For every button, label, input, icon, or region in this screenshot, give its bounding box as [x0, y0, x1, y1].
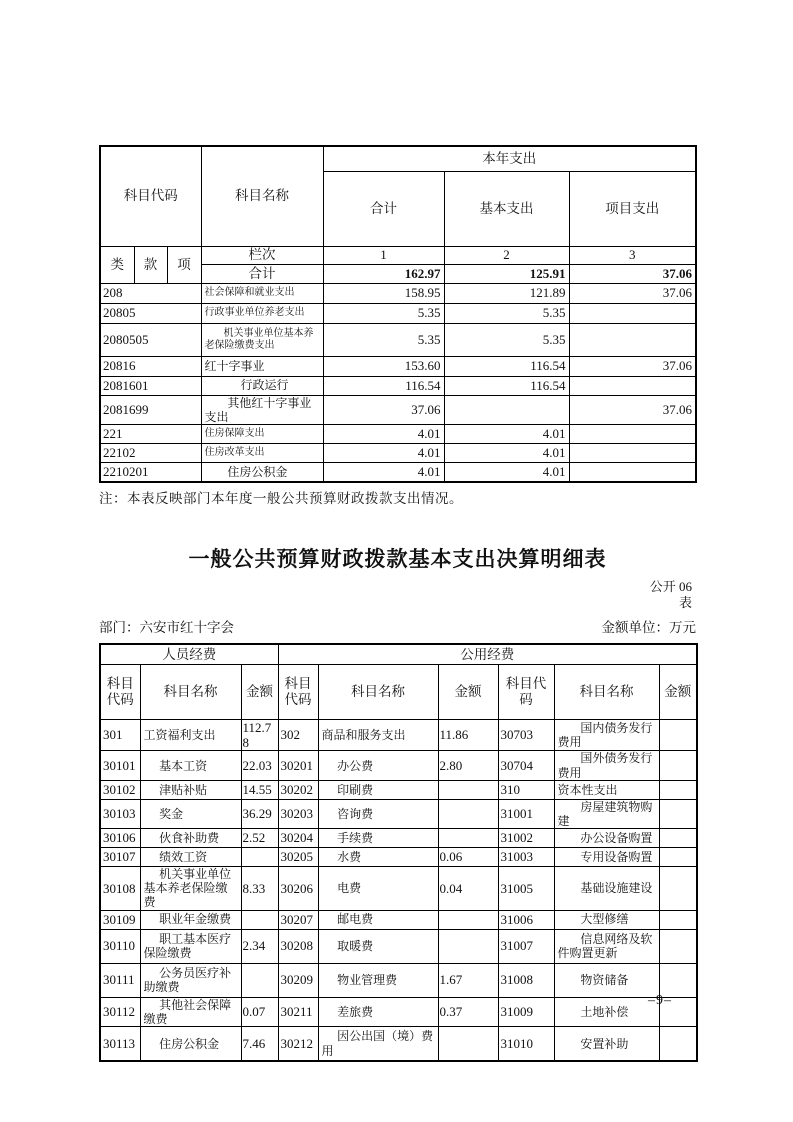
cell-amount [659, 929, 697, 963]
cell-name: 办公费 [318, 751, 438, 780]
cell-name: 房屋建筑物购建 [554, 799, 659, 828]
cell-name: 国内债务发行费用 [554, 719, 659, 751]
cell-amount: 11.86 [438, 719, 498, 751]
cell-basic: 4.01 [444, 462, 569, 482]
cell-name: 住房保障支出 [201, 424, 323, 443]
cell-name: 国外债务发行费用 [554, 751, 659, 780]
cell-code: 30209 [278, 963, 318, 997]
table-row [100, 829, 697, 848]
cell-amount: 7.46 [241, 1026, 278, 1061]
cell-amount [438, 780, 498, 799]
cell-project [569, 462, 696, 482]
cell-total: 4.01 [323, 424, 444, 443]
table-row [100, 799, 697, 828]
budget-expenditure-table [99, 145, 697, 483]
cell-code: 30102 [100, 780, 140, 799]
cell-total: 4.01 [323, 462, 444, 482]
header-subject-name: 科目名称 [201, 146, 323, 246]
cell-total: 153.60 [323, 356, 444, 376]
cell-name: 工资福利支出 [140, 719, 241, 751]
cell-name: 行政运行 [201, 376, 323, 395]
header-subject-code: 科目代码 [100, 146, 201, 246]
cell-name: 基本工资 [140, 751, 241, 780]
cell-name: 其他红十字事业支出 [201, 395, 323, 424]
table-meta [99, 616, 696, 636]
cell-code: 20816 [100, 356, 201, 376]
cell-name: 奖金 [140, 799, 241, 828]
header-subject-name: 科目名称 [318, 664, 438, 719]
header-subject-name: 科目名称 [554, 664, 659, 719]
cell-code: 30703 [498, 719, 554, 751]
cell-project [569, 303, 696, 323]
cell-basic: 116.54 [444, 356, 569, 376]
cell-code: 31008 [498, 963, 554, 997]
header-amount: 金额 [438, 664, 498, 719]
cell-name: 大型修缮 [554, 910, 659, 929]
cell-code: 31006 [498, 910, 554, 929]
cell-amount: 2.80 [438, 751, 498, 780]
cell-name: 资本性支出 [554, 780, 659, 799]
cell-code: 22102 [100, 443, 201, 462]
cell-amount [659, 719, 697, 751]
cell-amount [659, 963, 697, 997]
cell-amount: 1.67 [438, 963, 498, 997]
cell-amount [659, 867, 697, 910]
cell-name: 商品和服务支出 [318, 719, 438, 751]
cell-name: 伙食补助费 [140, 829, 241, 848]
cell-amount: 2.52 [241, 829, 278, 848]
cell-code: 30107 [100, 848, 140, 867]
cell-code: 30204 [278, 829, 318, 848]
rank-col-2: 2 [444, 246, 569, 264]
cell-name: 物业管理费 [318, 963, 438, 997]
cell-code: 30103 [100, 799, 140, 828]
table-row [100, 1026, 697, 1061]
cell-code: 20805 [100, 303, 201, 323]
cell-project [569, 424, 696, 443]
cell-total: 4.01 [323, 443, 444, 462]
cell-amount [659, 910, 697, 929]
group-header-row [100, 644, 697, 664]
cell-code: 30106 [100, 829, 140, 848]
cell-name: 水费 [318, 848, 438, 867]
table-note: 注：本表反映部门本年度一般公共预算财政拨款支出情况。 [99, 491, 463, 507]
cell-amount [659, 751, 697, 780]
cell-amount [659, 848, 697, 867]
table-row [100, 146, 696, 171]
cell-amount [438, 829, 498, 848]
header-current-year-expenditure: 本年支出 [323, 146, 696, 171]
cell-amount [241, 963, 278, 997]
group-public-funds: 公用经费 [278, 644, 697, 664]
cell-total: 5.35 [323, 323, 444, 356]
page-title: 一般公共预算财政拨款基本支出决算明细表 [188, 548, 607, 572]
table-row [100, 780, 697, 799]
cell-amount: 112.78 [241, 719, 278, 751]
cell-code: 30108 [100, 867, 140, 910]
rank-col-1: 1 [323, 246, 444, 264]
table-row [100, 376, 696, 395]
header-project-expenditure: 项目支出 [569, 171, 696, 246]
cell-code: 301 [100, 719, 140, 751]
table-row [100, 424, 696, 443]
cell-amount [659, 799, 697, 828]
table-row [100, 848, 697, 867]
table-row [100, 303, 696, 323]
table-row [100, 395, 696, 424]
cell-amount [241, 848, 278, 867]
rank-col-3: 3 [569, 246, 696, 264]
cell-code: 30101 [100, 751, 140, 780]
group-personnel-funds: 人员经费 [100, 644, 278, 664]
cell-name: 取暖费 [318, 929, 438, 963]
header-subject-code: 科目代码 [278, 664, 318, 719]
cell-code: 310 [498, 780, 554, 799]
cell-name: 差旅费 [318, 997, 438, 1026]
cell-name: 专用设备购置 [554, 848, 659, 867]
header-amount: 金额 [241, 664, 278, 719]
cell-code: 2081699 [100, 395, 201, 424]
cell-name: 职业年金缴费 [140, 910, 241, 929]
cell-code: 31010 [498, 1026, 554, 1061]
cell-project [569, 376, 696, 395]
cell-name: 其他社会保障缴费 [140, 997, 241, 1026]
table-row [100, 997, 697, 1026]
cell-total: 116.54 [323, 376, 444, 395]
column-header-row [100, 664, 697, 719]
cell-name: 津贴补贴 [140, 780, 241, 799]
cell-code: 2080505 [100, 323, 201, 356]
cell-amount: 0.04 [438, 867, 498, 910]
cell-amount: 2.34 [241, 929, 278, 963]
document-code [99, 579, 696, 611]
cell-code: 208 [100, 283, 201, 303]
cell-project: 37.06 [569, 283, 696, 303]
cell-name: 红十字事业 [201, 356, 323, 376]
table-row [100, 963, 697, 997]
header-subject-code: 科目代码 [100, 664, 140, 719]
header-basic-expenditure: 基本支出 [444, 171, 569, 246]
cell-amount: 0.06 [438, 848, 498, 867]
cell-amount [659, 1026, 697, 1061]
page-content [99, 145, 696, 1062]
cell-amount: 0.07 [241, 997, 278, 1026]
cell-code: 30113 [100, 1026, 140, 1061]
cell-name: 因公出国（境）费用 [318, 1026, 438, 1061]
cell-amount [438, 929, 498, 963]
cell-name: 办公设备购置 [554, 829, 659, 848]
cell-name: 咨询费 [318, 799, 438, 828]
cell-code: 30203 [278, 799, 318, 828]
cell-name: 安置补助 [554, 1026, 659, 1061]
cell-project: 37.06 [569, 356, 696, 376]
cell-amount: 8.33 [241, 867, 278, 910]
unit-label: 金额单位：万元 [601, 620, 696, 636]
page-number: –9– [648, 993, 672, 1008]
cell-code: 30109 [100, 910, 140, 929]
header-item: 项 [167, 246, 201, 283]
cell-name: 电费 [318, 867, 438, 910]
cell-name: 土地补偿 [554, 997, 659, 1026]
cell-name: 手续费 [318, 829, 438, 848]
cell-code: 31002 [498, 829, 554, 848]
cell-amount [241, 910, 278, 929]
header-subject-code: 科目代码 [498, 664, 554, 719]
cell-name: 住房改革支出 [201, 443, 323, 462]
cell-basic: 5.35 [444, 303, 569, 323]
cell-code: 30110 [100, 929, 140, 963]
table-row [100, 356, 696, 376]
document-code-line2: 表 [678, 595, 692, 611]
header-amount: 金额 [659, 664, 697, 719]
cell-code: 30704 [498, 751, 554, 780]
table-row [100, 751, 697, 780]
table-row [100, 719, 697, 751]
cell-amount [438, 1026, 498, 1061]
cell-project [569, 443, 696, 462]
table-row [100, 443, 696, 462]
cell-code: 30205 [278, 848, 318, 867]
cell-name: 职工基本医疗保险缴费 [140, 929, 241, 963]
cell-name: 住房公积金 [140, 1026, 241, 1061]
table-row [100, 867, 697, 910]
cell-code: 2081601 [100, 376, 201, 395]
header-rank-label: 栏次 [201, 246, 323, 264]
cell-name: 住房公积金 [201, 462, 323, 482]
table-row [100, 929, 697, 963]
header-subject-name: 科目名称 [140, 664, 241, 719]
cell-code: 31005 [498, 867, 554, 910]
basic-expenditure-detail-table [99, 643, 698, 1062]
table-row [100, 462, 696, 482]
cell-basic: 5.35 [444, 323, 569, 356]
cell-code: 31003 [498, 848, 554, 867]
cell-amount [659, 780, 697, 799]
cell-code: 30112 [100, 997, 140, 1026]
cell-code: 30211 [278, 997, 318, 1026]
total-row-project: 37.06 [569, 264, 696, 283]
cell-total: 37.06 [323, 395, 444, 424]
table-row [100, 283, 696, 303]
cell-project: 37.06 [569, 395, 696, 424]
cell-name: 绩效工资 [140, 848, 241, 867]
cell-name: 邮电费 [318, 910, 438, 929]
cell-amount: 22.03 [241, 751, 278, 780]
header-clause: 款 [134, 246, 167, 283]
cell-amount: 0.37 [438, 997, 498, 1026]
cell-code: 2210201 [100, 462, 201, 482]
cell-name: 行政事业单位养老支出 [201, 303, 323, 323]
cell-name: 机关事业单位基本养老保险缴费支出 [201, 323, 323, 356]
cell-amount [438, 799, 498, 828]
cell-name: 公务员医疗补助缴费 [140, 963, 241, 997]
cell-code: 30111 [100, 963, 140, 997]
cell-amount: 36.29 [241, 799, 278, 828]
cell-total: 158.95 [323, 283, 444, 303]
cell-code: 30201 [278, 751, 318, 780]
cell-basic: 121.89 [444, 283, 569, 303]
cell-basic: 4.01 [444, 424, 569, 443]
cell-basic: 116.54 [444, 376, 569, 395]
cell-code: 31009 [498, 997, 554, 1026]
table-row [100, 323, 696, 356]
cell-code: 30212 [278, 1026, 318, 1061]
cell-basic: 4.01 [444, 443, 569, 462]
cell-code: 31001 [498, 799, 554, 828]
cell-amount [438, 910, 498, 929]
cell-name: 印刷费 [318, 780, 438, 799]
total-row-basic: 125.91 [444, 264, 569, 283]
cell-code: 31007 [498, 929, 554, 963]
cell-code: 30208 [278, 929, 318, 963]
cell-amount [659, 829, 697, 848]
cell-name: 机关事业单位基本养老保险缴费 [140, 867, 241, 910]
department-label: 部门：六安市红十字会 [99, 620, 234, 636]
cell-basic [444, 395, 569, 424]
cell-code: 221 [100, 424, 201, 443]
cell-code: 30207 [278, 910, 318, 929]
cell-code: 30206 [278, 867, 318, 910]
cell-code: 302 [278, 719, 318, 751]
cell-name: 信息网络及软件购置更新 [554, 929, 659, 963]
total-row-total: 162.97 [323, 264, 444, 283]
cell-total: 5.35 [323, 303, 444, 323]
document-code-line1: 公开 06 [649, 579, 692, 595]
table-row [100, 246, 696, 264]
table-row [100, 910, 697, 929]
total-row-label: 合计 [201, 264, 323, 283]
cell-name: 物资储备 [554, 963, 659, 997]
cell-name: 基础设施建设 [554, 867, 659, 910]
cell-project [569, 323, 696, 356]
cell-amount: 14.55 [241, 780, 278, 799]
header-total: 合计 [323, 171, 444, 246]
cell-name: 社会保障和就业支出 [201, 283, 323, 303]
header-class: 类 [100, 246, 134, 283]
cell-code: 30202 [278, 780, 318, 799]
